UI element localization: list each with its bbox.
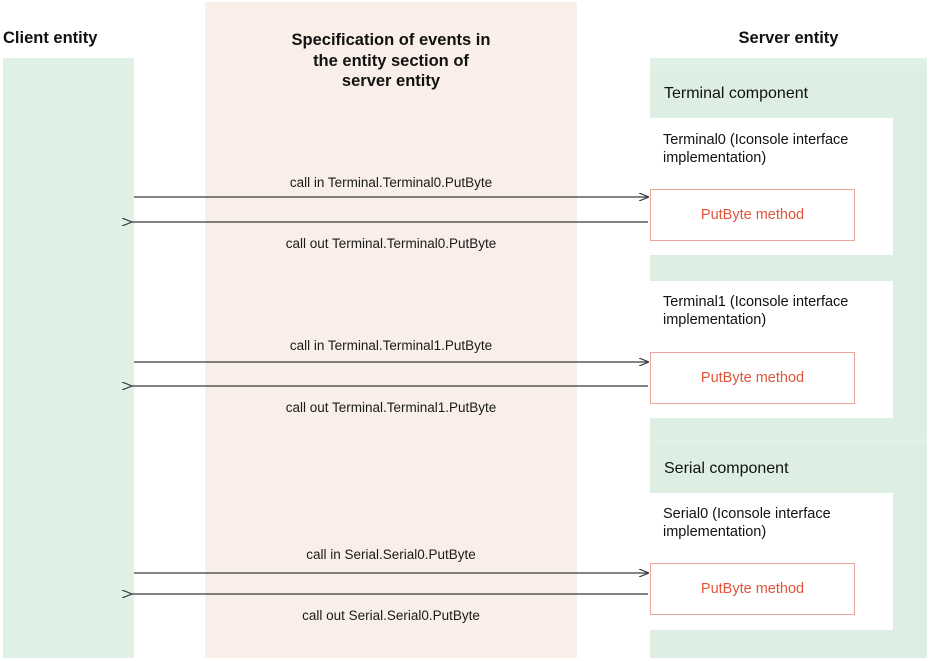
message-label-4: call out Terminal.Terminal1.PutByte xyxy=(285,400,497,415)
terminal1-interface-label: Terminal1 (Iconsole interface implementation) xyxy=(663,294,849,329)
message-label-5: call in Serial.Serial0.PutByte xyxy=(306,547,476,562)
message-label-1: call in Terminal.Terminal0.PutByte xyxy=(289,175,493,190)
client-entity-column xyxy=(3,58,134,658)
specification-title-line-1: Specification of events in xyxy=(291,31,491,49)
specification-title-line-3: server entity xyxy=(341,72,441,91)
terminal0-putbyte-method[interactable]: PutByte method xyxy=(650,189,855,241)
serial-component-title: Serial component xyxy=(664,460,789,477)
message-label-3: call in Terminal.Terminal1.PutByte xyxy=(289,338,493,353)
specification-title xyxy=(215,30,567,92)
message-label-6: call out Serial.Serial0.PutByte xyxy=(302,608,480,623)
terminal0-interface-label: Terminal0 (Iconsole interface implementation) xyxy=(663,132,849,167)
client-entity-title: Client entity xyxy=(3,29,98,47)
serial0-putbyte-method[interactable]: PutByte method xyxy=(650,563,855,615)
specification-title-line-2: the entity section of xyxy=(313,51,469,70)
terminal1-putbyte-method[interactable]: PutByte method xyxy=(650,352,855,404)
server-entity-title: Server entity xyxy=(738,29,839,47)
serial0-interface-label: Serial0 (Iconsole interface implementation) xyxy=(663,506,831,541)
terminal-component-title: Terminal component xyxy=(664,85,809,102)
message-label-2: call out Terminal.Terminal0.PutByte xyxy=(285,236,497,251)
